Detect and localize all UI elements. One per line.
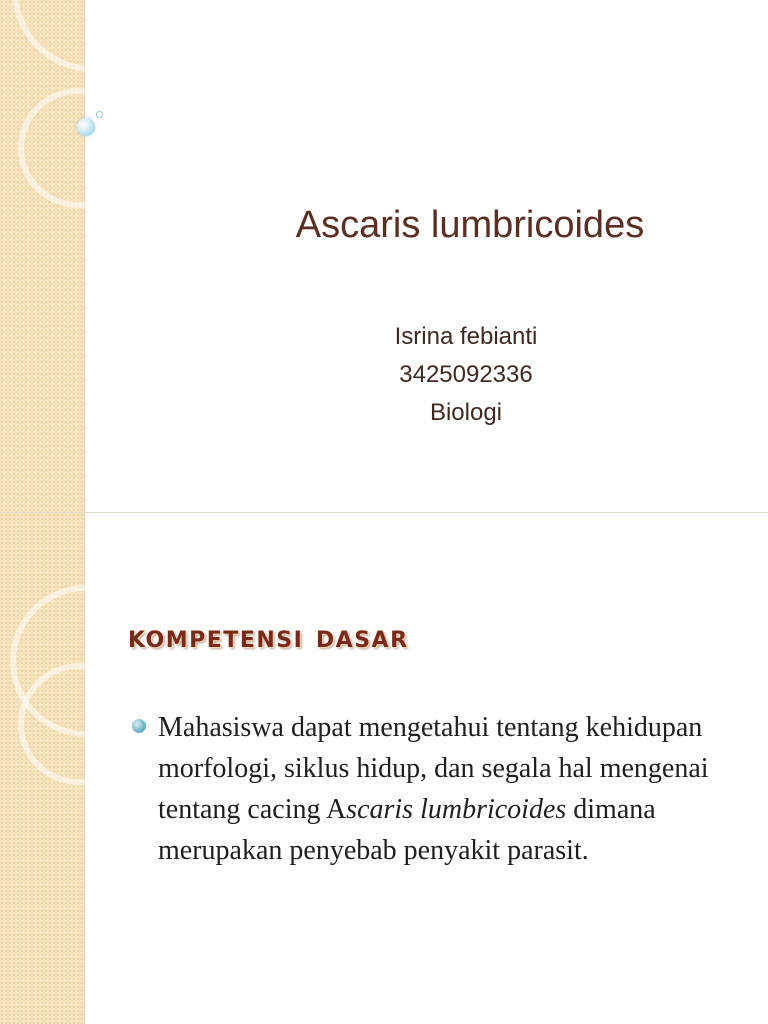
slide-title-text: Ascaris lumbricoides: [295, 204, 645, 246]
bullet-text-part1: Mahasiswa dapat mengetahui tentang kehidupan morfologi, siklus hidup, dan segala hal mengenai tentang cacing: [158, 712, 709, 825]
section-heading: kompetensi dasar: [128, 617, 409, 655]
bullet-dot-icon: [132, 719, 146, 733]
bubble-icon: [77, 118, 95, 136]
bubble-icon: [96, 111, 103, 118]
slide-competency: [0, 512, 768, 1024]
author-name: Isrina febianti: [394, 323, 538, 350]
bullet-text-prefix: A: [325, 794, 347, 825]
decorative-side-stripe: [0, 0, 85, 512]
bullet-text: [158, 707, 742, 871]
decorative-ring-icon: [18, 663, 140, 785]
bullet-item: [132, 707, 742, 871]
author-info: [320, 318, 612, 432]
decorative-ring-icon: [18, 88, 138, 208]
student-id: 3425092336: [399, 361, 533, 388]
bullet-text-part3: dimana merupakan penyebab penyakit parasit.: [158, 794, 656, 866]
bullet-text-species: scaris lumbricoides: [346, 794, 567, 825]
department: Biologi: [429, 399, 503, 426]
